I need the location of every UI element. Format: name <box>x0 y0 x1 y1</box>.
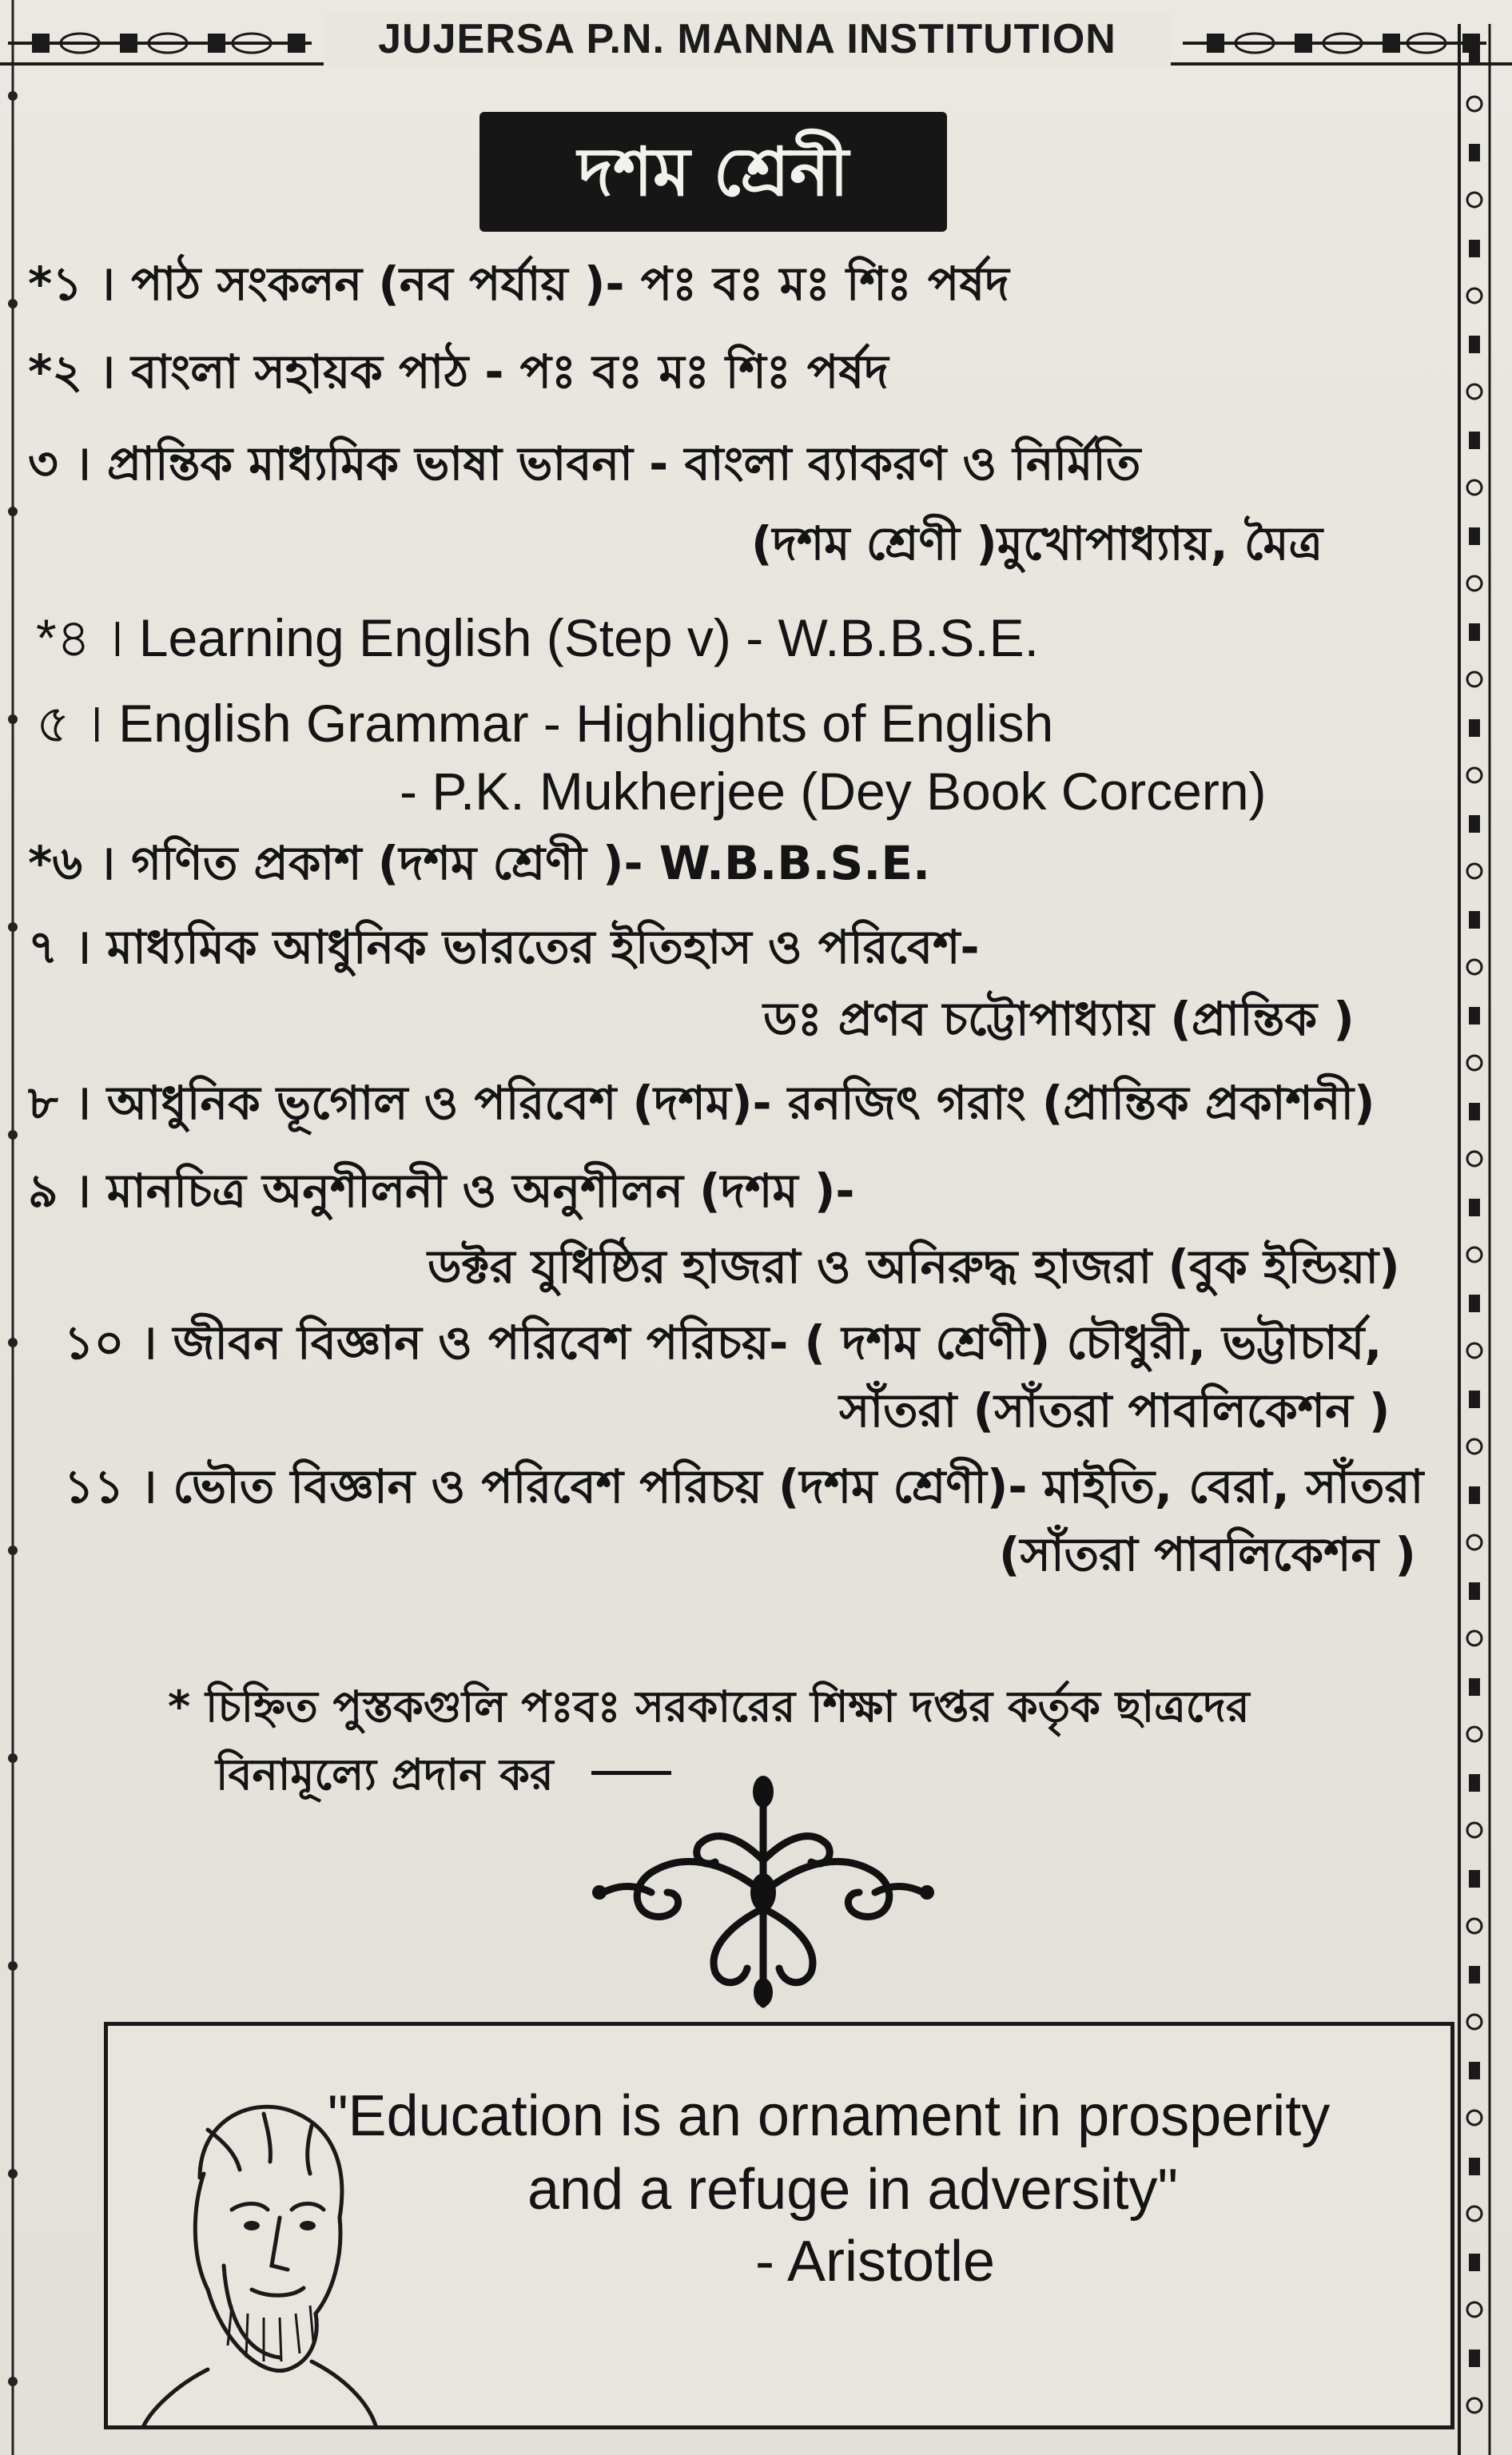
book-item-8: ৮ । আধুনিক ভূগোল ও পরিবেশ (দশম)- রনজিৎ গরাং (প্রান্তিক প্রকাশনী) <box>28 1076 1375 1130</box>
book-item-5-author: - P.K. Mukherjee (Dey Book Corcern) <box>400 762 1267 821</box>
page-title: দশম শ্রেনী <box>479 112 947 232</box>
quote-line-2: and a refuge in adversity" <box>527 2158 1179 2222</box>
book-item-4: *৪ । Learning English (Step v) - W.B.B.S.E. <box>36 608 1039 667</box>
book-item-7-author: ডঃ প্রণব চট্টোপাধ্যায় (প্রান্তিক ) <box>763 992 1355 1046</box>
book-item-7: ৭ । মাধ্যমিক আধুনিক ভারতের ইতিহাস ও পরিবেশ- <box>28 920 980 974</box>
book-item-10: ১০ । জীবন বিজ্ঞান ও পরিবেশ পরিচয়- ( দশম শ্রেণী) চৌধুরী, ভট্টাচার্য, <box>64 1315 1383 1370</box>
book-item-10-publisher: সাঁতরা (সাঁতরা পাবলিকেশন ) <box>839 1383 1391 1438</box>
quote-box <box>104 2022 1454 2429</box>
book-item-3-author: (দশম শ্রেণী )মুখোপাধ্যায়, মৈত্র <box>751 516 1323 571</box>
book-item-6: *৬ । গণিত প্রকাশ (দশম শ্রেণী )- W.B.B.S.E. <box>28 836 930 890</box>
book-item-9-author: ডক্টর যুধিষ্ঠির হাজরা ও অনিরুদ্ধ হাজরা (বুক ইন্ডিয়া) <box>428 1239 1400 1294</box>
quote-author: - Aristotle <box>755 2230 996 2294</box>
left-border-ornament <box>0 0 24 2455</box>
book-item-1: *১ । পাঠ সংকলন (নব পর্যায় )- পঃ বঃ মঃ শিঃ পর্ষদ <box>28 257 1009 311</box>
book-item-11-publisher: (সাঁতরা পাবলিকেশন ) <box>999 1527 1416 1582</box>
flourish-ornament <box>587 1773 939 2012</box>
quote-line-1: "Education is an ornament in prosperity <box>328 2084 1331 2148</box>
free-books-note: * চিহ্নিত পুস্তকগুলি পঃবঃ সরকারের শিক্ষা দপ্তর কর্তৃক ছাত্রদের <box>168 1681 1250 1732</box>
book-item-3: ৩ । প্রান্তিক মাধ্যমিক ভাষা ভাবনা - বাংলা ব্যাকরণ ও নির্মিতি <box>28 436 1141 491</box>
book-item-9: ৯ । মানচিত্র অনুশীলনী ও অনুশীলন (দশম )- <box>28 1164 855 1218</box>
institution-name: JUJERSA P.N. MANNA INSTITUTION <box>324 11 1171 67</box>
book-item-11: ১১ । ভৌত বিজ্ঞান ও পরিবেশ পরিচয় (দশম শ্রেণী)- মাইতি, বেরা, সাঁতরা <box>64 1459 1424 1514</box>
book-item-2: *২ । বাংলা সহায়ক পাঠ - পঃ বঃ মঃ শিঃ পর্ষদ <box>28 344 889 399</box>
book-item-5: ৫ । English Grammar - Highlights of English <box>36 694 1054 753</box>
free-books-note-continued: বিনামূল্যে প্রদান কর <box>216 1749 554 1800</box>
